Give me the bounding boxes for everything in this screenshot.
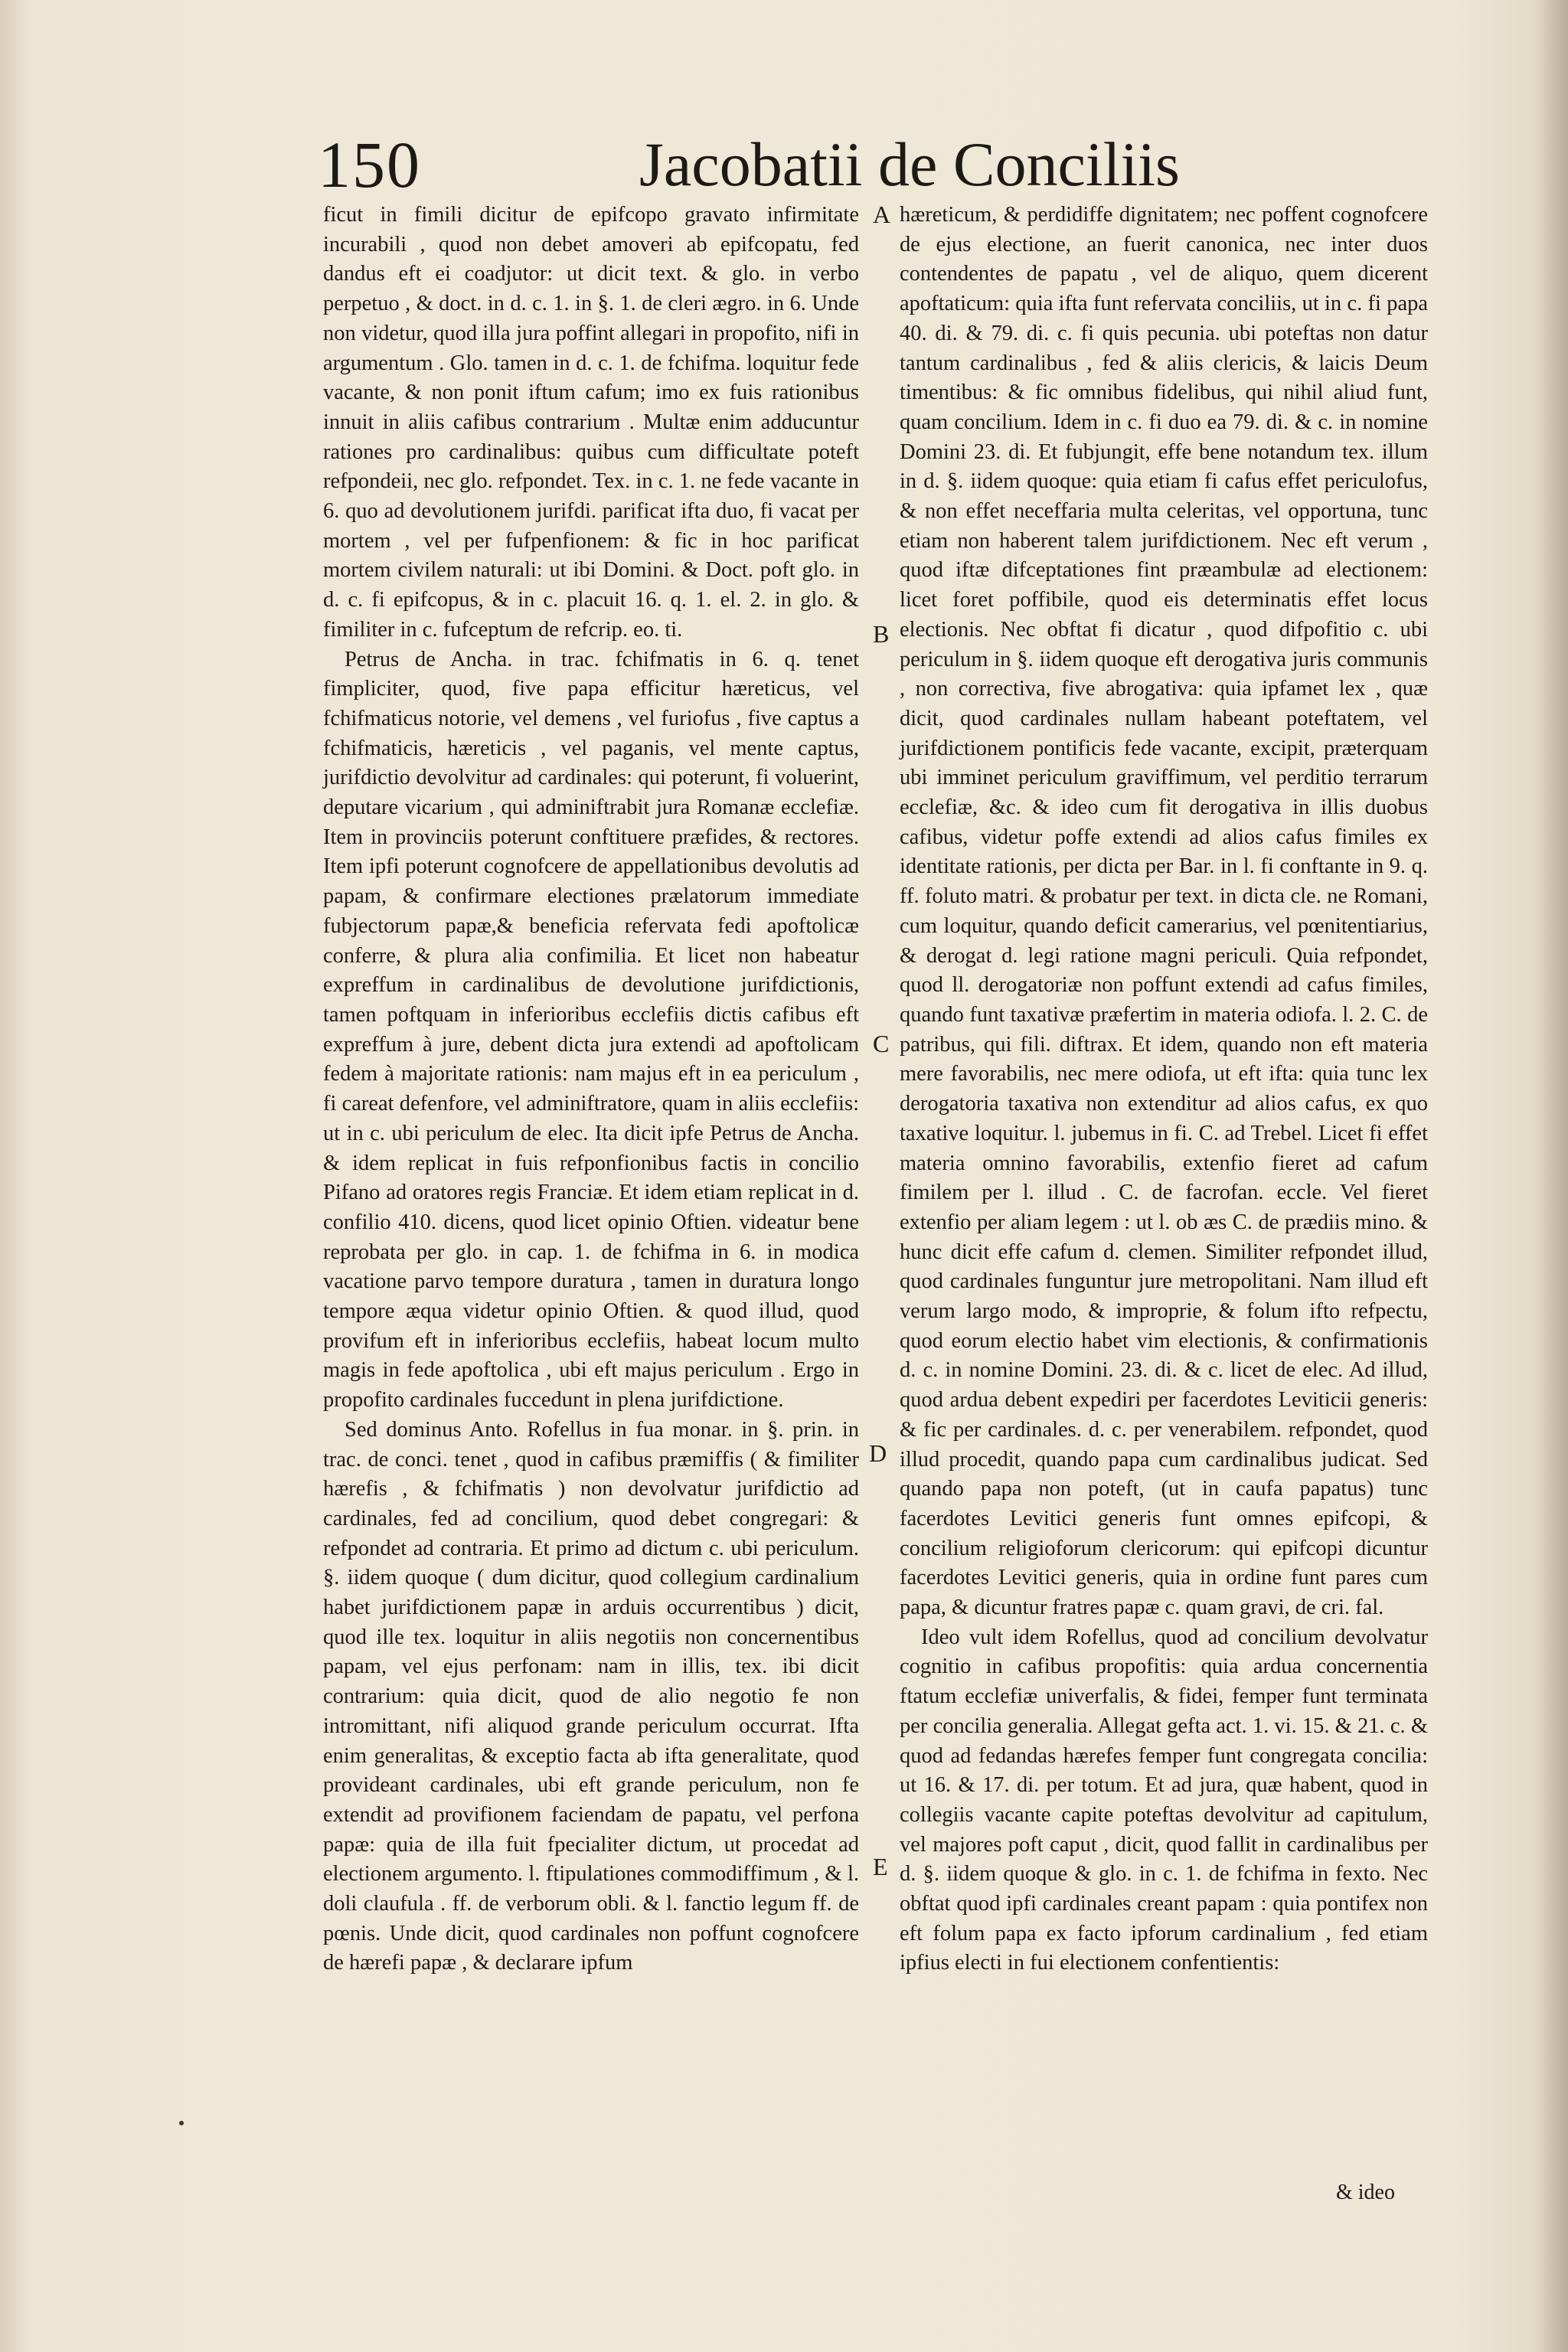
margin-marker-c: C	[873, 1030, 890, 1057]
catchword: & ideo	[1336, 2180, 1395, 2204]
paragraph: Ideo vult idem Rofellus, quod ad concilium devolvatur cognitio in cafibus propofitis: quia ardua concernentia ftatum ecclefiæ univerfalis, & fidei, femper funt terminata per concilia generalia. Allegat gefta act. 1. vi. 15. & 21. c. & quod ad fedandas hærefes femper funt congregata concilia: ut 16. & 17. di. per totum. Et ad jura, quæ habent, quod in collegiis vacante capite poteftas devolvitur ad capitulum, vel majores poft caput , dicit, quod fallit in cardinalibus per d. §. iidem quoque & glo. in c. 1. de fchifma in fexto. Nec obftat quod ipfi cardinales creant papam : quia pontifex non eft folum papa ex facto ipforum cardinalium , fed etiam ipfius electi in fui electionem confentientis:	[900, 1625, 1428, 1975]
page-header	[318, 122, 1191, 207]
margin-marker-e: E	[873, 1853, 888, 1880]
paragraph: hæreticum, & perdidiffe dignitatem; nec poffent cognofcere de ejus electione, an fuerit canonica, nec inter duos contendentes de papatu , vel de aliquo, quem dicerent apoftaticum: quia ifta funt refervata conciliis, ut in c. fi papa 40. di. & 79. di. c. fi quis pecunia. ubi poteftas non datur tantum cardinalibus , fed & aliis clericis, & laicis Deum timentibus: & fic omnibus fidelibus, qui nihil aliud funt, quam concilium. Idem in c. fi duo ea 79. di. & c. in nomine Domini 23. di. Et fubjungit, effe bene notandum tex. illum in d. §. iidem quoque: quia etiam fi cafus effet periculofus, & non effet neceffaria multa celeritas, vel opportuna, tunc etiam non haberent talem jurifdictionem. Nec eft verum , quod iftæ difceptationes fint præambulæ ad electionem: licet foret poffibile, quod eis determinatis effet locus electionis. Nec obftat fi dicatur , quod difpofitio c. ubi periculum in §. iidem quoque eft derogativa juris communis , non correctiva, five abrogativa: quia ipfamet lex , quæ dicit, quod cardinales nullam habeant poteftatem, vel jurifdictionem pontificis fede vacante, excipit, præterquam ubi imminet periculum graviffimum, vel perditio terrarum ecclefiæ, &c. & ideo cum fit derogativa in illis duobus cafibus, videtur poffe extendi ad alios cafus fimiles ex identitate rationis, per dicta per Bar. in l. fi conftante in 9. q. ff. foluto matri. & probatur per text. in dicta cle. ne Romani, cum loquitur, quando deficit camerarius, vel pœnitentiarius, & derogat d. legi ratione magni periculi. Quia refpondet, quod ll. derogatoriæ non poffunt extendi ad cafus fimiles, quando funt taxativæ præfertim in materia odiofa. l. 2. C. de patribus, qui fili. diftrax. Et idem, quando non eft materia mere favorabilis, nec mere odiofa, ut eft ifta: quia tunc lex derogatoria taxativa non extenditur ad alios cafus, ex quo taxative loquitur. l. jubemus in fi. C. ad Trebel. Licet fi effet materia omnino favorabilis, extenfio fieret ad cafum fimilem per l. illud . C. de facrofan. eccle. Vel fieret extenfio per aliam legem : ut l. ob æs C. de prædiis mino. & hunc dicit effe cafum d. clemen. Similiter refpondet illud, quod cardinales funguntur jure metropolitani. Nam illud eft verum largo modo, & improprie, & folum ifto refpectu, quod eorum electio habet vim electionis, & confirmationis d. c. in nomine Domini. 23. di. & c. licet de elec. Ad illud, quod ardua debent expediri per facerdotes Leviticii generis: & fic per cardinales. d. c. per venerabilem. refpondet, quod illud procedit, quando papa cum cardinalibus judicat. Sed quando papa non poteft, (ut in caufa papatus) tunc facerdotes Levitici generis funt omnes epifcopi, & concilium religioforum clericorum: qui epifcopi dicuntur facerdotes Levitici generis, quia in ordine funt pares cum papa, & dicuntur fratres papæ c. quam gravi, de cri. fal.	[900, 203, 1428, 1620]
left-column	[323, 201, 859, 1978]
margin-marker-d: D	[869, 1439, 887, 1467]
ink-speck	[179, 2121, 184, 2125]
right-column	[900, 201, 1428, 1978]
paragraph: Petrus de Ancha. in trac. fchifmatis in 6. q. tenet fimpliciter, quod, five papa efficitur hæreticus, vel fchifmaticus notorie, vel demens , vel furiofus , five captus a fchifmaticis, hæreticis , vel paganis, vel mente captus, jurifdictio devolvitur ad cardinales: qui poterunt, fi voluerint, deputare vicarium , qui adminiftrabit jura Romanæ ecclefiæ. Item in provinciis poterunt conftituere præfides, & rectores. Item ipfi poterunt cognofcere de appellationibus devolutis ad papam, & confirmare electiones prælatorum immediate fubjectorum papæ,& beneficia refervata fedi apoftolicæ conferre, & plura alia confimilia. Et licet non habeatur expreffum in cardinalibus de devolutione jurifdictionis, tamen poftquam in inferioribus ecclefiis dictis cafibus eft expreffum à jure, debent dicta jura extendi ad apoftolicam fedem à majoritate rationis: nam majus eft in ea periculum , fi careat defenfore, vel adminiftratore, quam in aliis ecclefiis: ut in c. ubi periculum de elec. Ita dicit ipfe Petrus de Ancha. & idem replicat in fuis refponfionibus factis in concilio Pifano ad oratores regis Franciæ. Et idem etiam replicat in d. confilio 410. dicens, quod licet opinio Oftien. videatur bene reprobata per glo. in cap. 1. de fchifma in 6. in modica vacatione parvo tempore duratura , tamen in duratura longo tempore æqua videtur opinio Oftien. & quod illud, quod provifum eft in inferioribus ecclefiis, habeat locum multo magis in fede apoftolica , ubi eft majus periculum . Ergo in propofito cardinales fuccedunt in plena jurifdictione.	[323, 647, 859, 1413]
page-edge-shadow	[1537, 0, 1568, 2352]
running-title: Jacobatii de Conciliis	[639, 129, 1180, 199]
paragraph: ficut in fimili dicitur de epifcopo gravato infirmitate incurabili , quod non debet amoveri ab epifcopatu, fed dandus eft ei coadjutor: ut dicit text. & glo. in verbo perpetuo , & doct. in d. c. 1. in §. 1. de cleri ægro. in 6. Unde non videtur, quod illa jura poffint allegari in propofito, nifi in argumentum . Glo. tamen in d. c. 1. de fchifma. loquitur fede vacante, & non ponit iftum cafum; imo ex fuis rationibus innuit in aliis cafibus contrarium . Multæ enim adducuntur rationes pro cardinalibus: quibus cum difficultate poteft refpondeii, nec glo. refpondet. Tex. in c. 1. ne fede vacante in 6. quo ad devolutionem jurifdi. parificat ifta duo, fi vacat per mortem , vel per fufpenfionem: & fic in hoc parificat mortem civilem naturali: ut ibi Domini. & Doct. poft glo. in d. c. fi epifcopus, & in c. placuit 16. q. 1. el. 2. in glo. & fimiliter in c. fufceptum de refcrip. eo. ti.	[323, 203, 859, 642]
margin-marker-a: A	[873, 201, 891, 228]
paragraph: Sed dominus Anto. Rofellus in fua monar. in §. prin. in trac. de conci. tenet , quod in cafibus præmiffis ( & fimiliter hærefis , & fchifmatis ) non devolvatur jurifdictio ad cardinales, fed ad concilium, quod debet congregari: & refpondet ad contraria. Et primo ad dictum c. ubi periculum. §. iidem quoque ( dum dicitur, quod collegium cardinalium habet jurifdictionem papæ in arduis occurrentibus ) dicit, quod ille tex. loquitur in aliis negotiis non concernentibus papam, vel ejus perfonam: nam in illis, tex. ibi dicit contrarium: quia dicit, quod de alio negotio fe non intromittant, nifi aliquod grande periculum occurrat. Ifta enim generalitas, & exceptio facta ab ifta generalitate, quod provideant cardinales, ubi eft grande periculum, non fe extendit ad provifionem faciendam de papatu, vel perfona papæ: quia de illa fuit fpecialiter dictum, ut procedat ad electionem argumento. l. ftipulationes commodiffimum , & l. doli claufula . ff. de verborum obli. & l. fanctio legum ff. de pœnis. Unde dicit, quod cardinales non poffunt cognofcere de hærefi papæ , & declarare ipfum	[323, 1417, 859, 1975]
page-number: 150	[318, 128, 421, 201]
margin-marker-b: B	[873, 620, 890, 648]
